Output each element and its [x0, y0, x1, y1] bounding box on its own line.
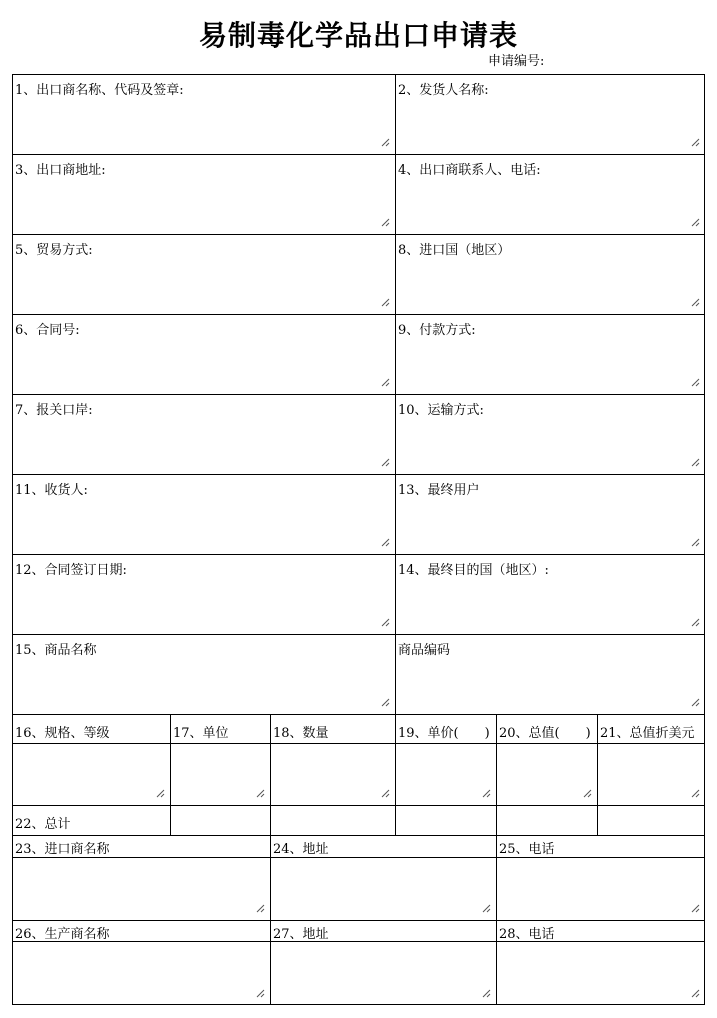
resize-grip-icon[interactable] [381, 218, 390, 227]
quantity-header [270, 714, 395, 743]
field-label: 12、合同签订日期: [15, 563, 127, 578]
payment-method-field[interactable] [395, 314, 705, 394]
resize-grip-icon[interactable] [381, 789, 390, 798]
resize-grip-icon[interactable] [256, 989, 265, 998]
column-header: 24、地址 [273, 842, 329, 857]
column-header: 27、地址 [273, 927, 329, 942]
product-code-field[interactable] [395, 634, 705, 714]
field-label: 2、发货人名称: [398, 83, 489, 98]
manufacturer-name-input[interactable] [12, 941, 270, 1005]
total-value-header [496, 714, 597, 743]
resize-grip-icon[interactable] [381, 538, 390, 547]
importer-phone-input[interactable] [496, 857, 705, 920]
total-label-cell [12, 805, 170, 835]
field-label: 4、出口商联系人、电话: [398, 163, 541, 178]
column-header: 18、数量 [273, 726, 329, 741]
exporter-address-field[interactable] [12, 154, 395, 234]
application-form [12, 74, 705, 1005]
product-name-field[interactable] [12, 634, 395, 714]
unit-price-input[interactable] [395, 743, 496, 805]
importer-address-input[interactable] [270, 857, 496, 920]
column-header: 17、单位 [173, 726, 229, 741]
transport-mode-field[interactable] [395, 394, 705, 474]
field-label: 14、最终目的国（地区）: [398, 563, 549, 578]
field-label: 13、最终用户 [398, 483, 480, 498]
contract-number-field[interactable] [12, 314, 395, 394]
field-label: 6、合同号: [15, 323, 80, 338]
field-label: 3、出口商地址: [15, 163, 106, 178]
field-label: 7、报关口岸: [15, 403, 93, 418]
total-usd-input[interactable] [597, 743, 705, 805]
resize-grip-icon[interactable] [381, 458, 390, 467]
resize-grip-icon[interactable] [156, 789, 165, 798]
importer-name-input[interactable] [12, 857, 270, 920]
total-value-input[interactable] [496, 743, 597, 805]
total-unit-price-cell[interactable] [395, 805, 496, 835]
column-header: 19、单价( ) [398, 726, 490, 741]
total-quantity-cell[interactable] [270, 805, 395, 835]
resize-grip-icon[interactable] [691, 904, 700, 913]
resize-grip-icon[interactable] [583, 789, 592, 798]
resize-grip-icon[interactable] [691, 298, 700, 307]
resize-grip-icon[interactable] [381, 378, 390, 387]
shipper-name-field[interactable] [395, 74, 705, 154]
form-title: 易制毒化学品出口申请表 [198, 19, 518, 52]
resize-grip-icon[interactable] [482, 989, 491, 998]
field-label: 商品编码 [398, 643, 451, 658]
importer-address-header [270, 835, 496, 857]
unit-header [170, 714, 270, 743]
field-label: 22、总计 [15, 817, 71, 832]
resize-grip-icon[interactable] [691, 789, 700, 798]
total-unit-cell[interactable] [170, 805, 270, 835]
resize-grip-icon[interactable] [691, 218, 700, 227]
resize-grip-icon[interactable] [691, 618, 700, 627]
manufacturer-name-header [12, 920, 270, 941]
total-value-cell[interactable] [496, 805, 597, 835]
trade-mode-field[interactable] [12, 234, 395, 314]
column-header: 23、进口商名称 [15, 842, 110, 857]
field-label: 9、付款方式: [398, 323, 476, 338]
resize-grip-icon[interactable] [691, 538, 700, 547]
field-label: 8、进口国（地区） [398, 243, 511, 258]
resize-grip-icon[interactable] [482, 789, 491, 798]
manufacturer-phone-header [496, 920, 705, 941]
resize-grip-icon[interactable] [381, 618, 390, 627]
field-label: 1、出口商名称、代码及签章: [15, 83, 184, 98]
total-usd-cell[interactable] [597, 805, 705, 835]
resize-grip-icon[interactable] [691, 989, 700, 998]
consignee-field[interactable] [12, 474, 395, 554]
column-header: 28、电话 [499, 927, 555, 942]
application-number-label: 申请编号: [488, 54, 545, 69]
importer-phone-header [496, 835, 705, 857]
total-usd-header [597, 714, 705, 743]
field-label: 10、运输方式: [398, 403, 484, 418]
field-label: 5、贸易方式: [15, 243, 93, 258]
manufacturer-address-input[interactable] [270, 941, 496, 1005]
unit-price-header [395, 714, 496, 743]
resize-grip-icon[interactable] [482, 904, 491, 913]
column-header: 21、总值折美元 [600, 726, 695, 741]
quantity-input[interactable] [270, 743, 395, 805]
resize-grip-icon[interactable] [381, 138, 390, 147]
resize-grip-icon[interactable] [256, 904, 265, 913]
resize-grip-icon[interactable] [691, 698, 700, 707]
resize-grip-icon[interactable] [381, 698, 390, 707]
resize-grip-icon[interactable] [691, 458, 700, 467]
resize-grip-icon[interactable] [691, 138, 700, 147]
manufacturer-address-header [270, 920, 496, 941]
spec-grade-input[interactable] [12, 743, 170, 805]
resize-grip-icon[interactable] [256, 789, 265, 798]
end-user-field[interactable] [395, 474, 705, 554]
spec-grade-header [12, 714, 170, 743]
column-header: 16、规格、等级 [15, 726, 110, 741]
exporter-contact-phone-field[interactable] [395, 154, 705, 234]
contract-date-field[interactable] [12, 554, 395, 634]
field-label: 15、商品名称 [15, 643, 97, 658]
manufacturer-phone-input[interactable] [496, 941, 705, 1005]
import-country-field[interactable] [395, 234, 705, 314]
unit-input[interactable] [170, 743, 270, 805]
field-label: 11、收货人: [15, 483, 88, 498]
column-header: 25、电话 [499, 842, 555, 857]
exporter-name-code-seal-field[interactable] [12, 74, 395, 154]
resize-grip-icon[interactable] [381, 298, 390, 307]
final-destination-country-field[interactable] [395, 554, 705, 634]
importer-name-header [12, 835, 270, 857]
resize-grip-icon[interactable] [691, 378, 700, 387]
customs-port-field[interactable] [12, 394, 395, 474]
column-header: 26、生产商名称 [15, 927, 110, 942]
column-header: 20、总值( ) [499, 726, 591, 741]
